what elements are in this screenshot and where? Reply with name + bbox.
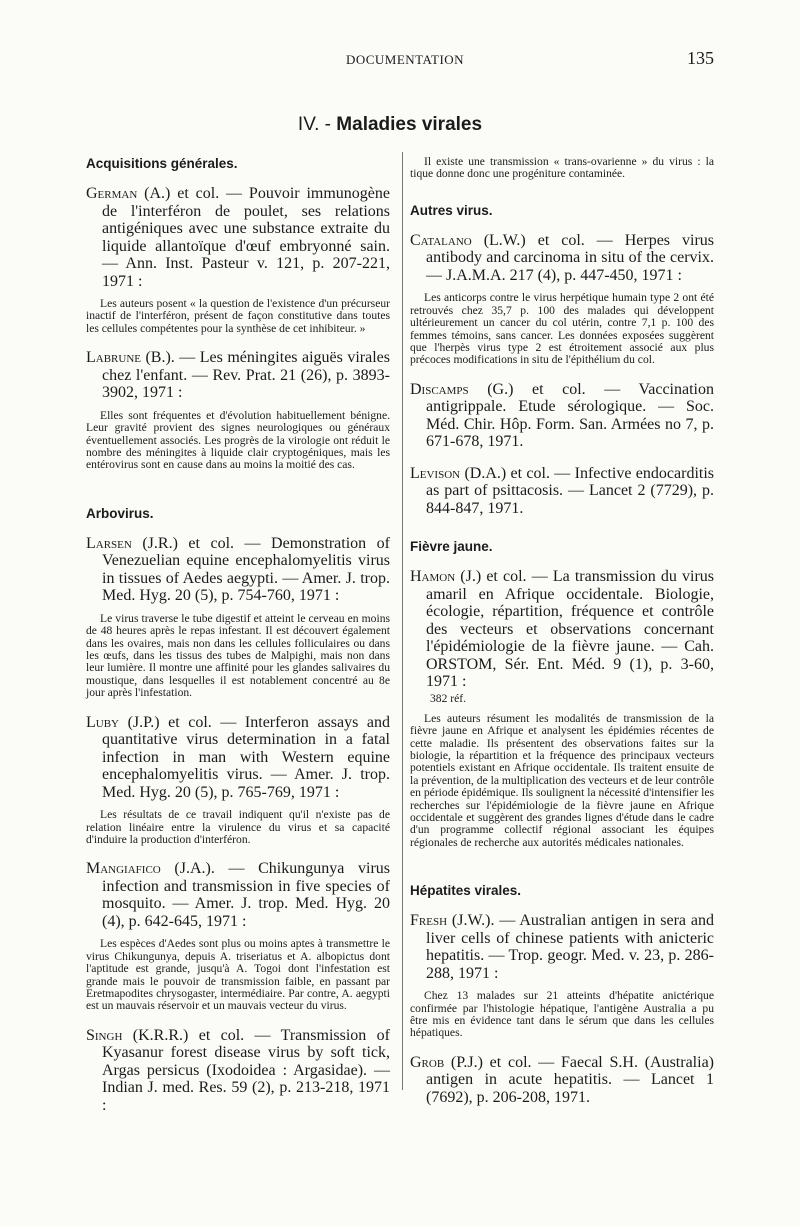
citation-text: (L.W.) et col. — Herpes virus antibody and carcinoma in situ of the cervix. — J.A.M.A. 217 (4), p. 447-450, 1971 : — [426, 231, 714, 284]
reference-entry — [410, 465, 714, 518]
reference-entry — [410, 568, 714, 849]
citation — [410, 232, 714, 285]
abstract: Les auteurs posent « la question de l'existence d'un précurseur inactif de l'interféron, présent de façon constitutive dans toutes les cellules compétentes pour la synthèse de cet inhibiteur. » — [86, 297, 390, 335]
reference-entry — [86, 714, 390, 847]
section-name: Maladies virales — [336, 114, 483, 135]
reference-entry — [410, 1054, 714, 1107]
citation-text: (D.A.) et col. — Infective endocarditis as part of psittacosis. — Lancet 2 (7729), p. 844-847, 1971. — [426, 464, 714, 517]
reference-entry — [86, 860, 390, 1012]
author: Labrune — [86, 349, 141, 367]
heading-arbovirus: Arbovirus. — [86, 505, 154, 521]
reference-entry — [86, 1027, 390, 1115]
abstract: Le virus traverse le tube digestif et atteint le cerveau en moins de 48 heures après le repas infestant. Il est découvert également dans les ovaires, mais non dans les cellules folliculaires ou dans les œufs, dans les tissus des tubes de Malpighi, mais non dans leur lumière. Il montre une affinité pour les glandes salivaires du moustique, dans lesquelles il est notablement concentré au 8e jour après l'infestation. — [86, 611, 390, 700]
author: Fresh — [410, 912, 448, 930]
author: Singh — [86, 1026, 123, 1044]
citation-text: (J.W.). — Australian antigen in sera and liver cells of chinese patients with anicteric hepatitis. — Trop. geogr. Med. v. 23, p. 286-288, 1971 : — [426, 912, 714, 982]
reference-entry — [410, 232, 714, 367]
reference-entry — [410, 912, 714, 1040]
citation-text: (P.J.) et col. — Faecal S.H. (Australia) antigen in acute hepatitis. — Lancet 1 (7692), p. 206-208, 1971. — [426, 1053, 714, 1106]
citation-text: (J.P.) et col. — Interferon assays and quantitative virus determination in a fatal infection in man with Western equine encephalomyelitis virus. — Amer. J. trop. Med. Hyg. 20 (5), p. 765-769, 1971 : — [102, 713, 390, 801]
reference-count: 382 réf. — [430, 691, 467, 705]
citation — [410, 1054, 714, 1107]
column-divider — [402, 152, 403, 1090]
citation — [86, 1027, 390, 1115]
left-column — [86, 156, 390, 1114]
abstract: Les anticorps contre le virus herpétique humain type 2 ont été retrouvés chez 35,7 p. 100 des malades qui développent ultérieurement un cancer du col utérin, contre 7,1 p. 100 des femmes témoins, sans cancer. Les données exposées suggèrent que l'herpès virus type 2 est étroitement associé aux plus précoces modifications in situ de l'épithélium du col. — [410, 291, 714, 367]
citation — [410, 381, 714, 451]
abstract-continuation: Il existe une transmission « trans-ovarienne » du virus : la tique donne donc une progéniture contaminée. — [410, 155, 714, 181]
citation-text: (A.) et col. — Pouvoir immunogène de l'interféron de poulet, ses relations antigéniques avec une substance extraite du liquide allantoïque d'œuf embryonné sain. — Ann. Inst. Pasteur v. 121, p. 207-221, 1971 : — [102, 185, 390, 290]
abstract: Chez 13 malades sur 21 atteints d'hépatite anictérique confirmée par l'histologie hépatique, l'antigène Australia a pu être mis en évidence tant dans le sérum que dans les cellules hépatiques. — [410, 989, 714, 1040]
reference-entry — [86, 185, 390, 335]
citation — [410, 568, 714, 691]
citation-text: (K.R.R.) et col. — Transmission of Kyasanur forest disease virus by soft tick, Argas persicus (Ixodoidea : Argasidae). — Indian J. med. Res. 59 (2), p. 213-218, 1971 : — [102, 1026, 390, 1114]
citation-text: (B.). — Les méningites aiguës virales chez l'enfant. — Rev. Prat. 21 (26), p. 3893-3902, 1971 : — [102, 349, 390, 402]
citation-text: (J.A.). — Chikungunya virus infection and transmission in five species of mosquito. — Amer. J. trop. Med. Hyg. 20 (4), p. 642-645, 1971 : — [102, 860, 390, 930]
running-head: DOCUMENTATION — [345, 52, 465, 67]
citation — [86, 714, 390, 802]
abstract: Elles sont fréquentes et d'évolution habituellement bénigne. Leur gravité provient des signes neurologiques ou généraux éventuellement associés. Les progrès de la virologie ont réduit le nombre des méningites à liquide clair cryptogéniques, mais les entérovirus sont en cause dans au moins la moitié des cas. — [86, 408, 390, 472]
citation — [86, 860, 390, 930]
abstract: Les espèces d'Aedes sont plus ou moins aptes à transmettre le virus Chikungunya, depuis A. triseriatus et A. albopictus dont l'aptitude est grande, jusqu'à A. Togoi dont l'infestation est grande mais le pouvoir de transmission faible, en passant par Eretmapodites chrysogaster, intermédiaire. Par contre, A. aegypti est un mauvais réservoir et un mauvais vecteur du virus. — [86, 937, 390, 1013]
section-numeral: IV. - — [297, 114, 337, 135]
citation — [86, 535, 390, 605]
citation-text: (J.) et col. — La transmission du virus amaril en Afrique occidentale. Biologie, écologie, répartition, fréquence et contrôle des vecteurs et observations concernant l'épidémiologie de la fièvre jaune. — Cah. ORSTOM, Sér. Ent. Méd. 9 (1), p. 3-60, 1971 : — [426, 568, 714, 691]
citation — [410, 465, 714, 518]
abstract: Les auteurs résument les modalités de transmission de la fièvre jaune en Afrique et analysent les épidémies récentes de cette maladie. Ils présentent des observations faites sur la biologie, la répartition et la fréquence des principaux vecteurs potentiels existant en Afrique occidentale. Ils traitent ensuite de la prévention, de la multiplication des vecteurs et de leur contrôle en période épidémique. Ils soulignent la nécessité d'intensifier les recherches sur l'épidémiologie de la fièvre jaune en Afrique occidentale et suggèrent des grandes lignes d'étude dans le cadre d'un programme collectif régional associant les équipes régionales de recherche aux autorités médicales nationales. — [410, 711, 714, 849]
citation — [410, 912, 714, 982]
heading-hepatites: Hépatites virales. — [410, 883, 522, 899]
heading-acquisitions: Acquisitions générales. — [86, 156, 238, 171]
reference-entry — [410, 381, 714, 451]
abstract: Les résultats de ce travail indiquent qu'il n'existe pas de relation linéaire entre la virulence du virus et sa capacité d'induire la production d'interféron. — [86, 808, 390, 846]
author: Grob — [410, 1053, 445, 1071]
right-column — [410, 156, 714, 1106]
citation-text: (G.) et col. — Vaccination antigrippale. Etude sérologique. — Soc. Méd. Chir. Hôp. Form. San. Armées no 7, p. 671-678, 1971. — [426, 380, 714, 451]
reference-entry — [86, 349, 390, 472]
author: Hamon — [410, 568, 456, 586]
citation-text: (J.R.) et col. — Demonstration of Venezuelian equine encephalomyelitis virus in tissues of Aedes aegypti. — Amer. J. trop. Med. Hyg. 20 (5), p. 754-760, 1971 : — [102, 534, 390, 605]
author: Levison — [410, 464, 461, 482]
author: Larsen — [86, 534, 132, 552]
reference-entry — [86, 535, 390, 700]
section-title — [270, 114, 510, 136]
heading-fievre-jaune: Fièvre jaune. — [410, 539, 493, 555]
heading-autres-virus: Autres virus. — [410, 202, 493, 218]
page-number: 135 — [687, 48, 714, 68]
author: Mangiafico — [86, 860, 161, 878]
author: German — [86, 185, 138, 202]
citation — [86, 185, 390, 290]
author: Catalano — [410, 231, 472, 249]
author: Discamps — [410, 380, 469, 398]
author: Luby — [86, 713, 119, 731]
citation — [86, 349, 390, 402]
